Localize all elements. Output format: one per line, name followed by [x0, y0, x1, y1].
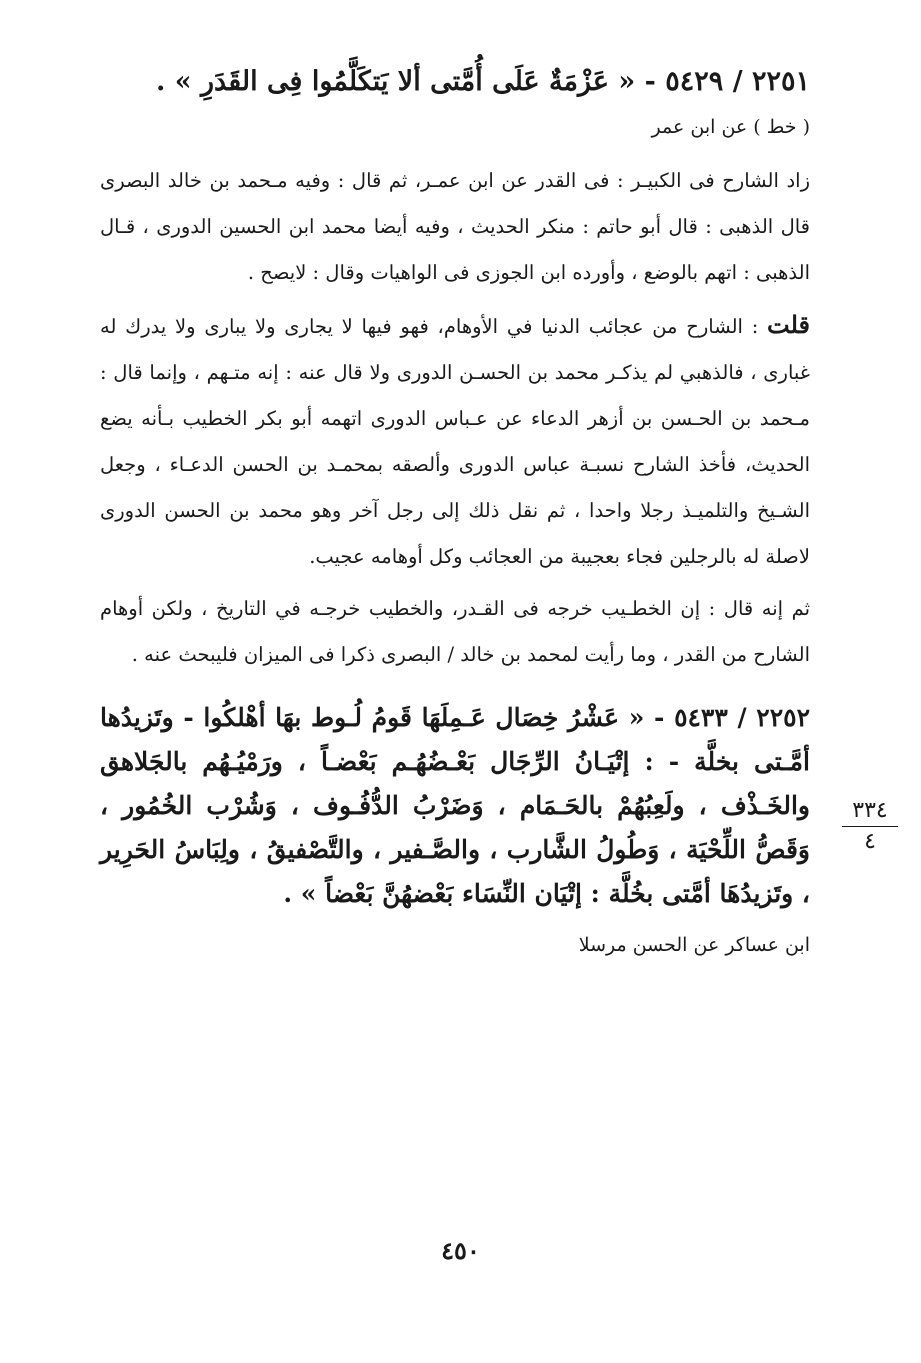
margin-reference	[842, 800, 898, 853]
qult-lead-word: قلت	[767, 310, 810, 339]
page-number: ٤٥٠	[441, 1236, 480, 1265]
hadith-2251: ٢٢٥١ / ٥٤٢٩ - « عَزْمَةٌ عَلَى أُمَّتى ألا يَتكَلَّمُوا فِى القَدَرِ » .	[155, 66, 810, 97]
commentary-paragraph-2	[100, 302, 810, 580]
commentary-paragraph-1: زاد الشارح فى الكبيـر : فى القدر عن ابن عمـر، ثم قال : وفيه مـحمد بن خالد البصرى قال الذهبى : قال أبو حاتم : منكر الحديث ، وفيه أيضا محمد ابن الحسين الدورى ، قـال الذهبى : اتهم بالوضع ، وأورده ابن الجوزى فى الواهيات وقال : لايصح .	[100, 169, 810, 284]
page-body	[100, 62, 810, 976]
commentary-paragraph-2-text: : الشارح من عجائب الدنيا في الأوهام، فهو فيها لا يجارى ولا يبارى ولا يدرك له غبارى ، فالذهبي لم يذكـر محمد بن الحسـن الدورى ولا قال عنه : إنه متـهم ، وإنما قال : مـحمد بن الحـسن بن أزهر الدعاء عن عـباس الدورى اتهمه أبو بكر الخطيب بـأنه يضع الحديث، فأخذ الشارح نسبـة عباس الدورى وألصقه بمحمـد بن الحسن الدعـاء ، وجعل الشـيخ والتلميـذ رجلا واحدا ، ثم نقل ذلك إلى رجل آخر وهو محمد بن الحسن الدورى لاصلة له بالرجلين فجاء بعجيبة من العجائب وكل أوهامه عجيب.	[100, 315, 810, 568]
margin-reference-part: ٤	[864, 829, 876, 854]
hadith-2252: ٢٢٥٢ / ٥٤٣٣ - « عَشْرُ خِصَال عَـمِلَهَا قَومُ لُـوط بهَا أهْلكُوا - وتَزيدُها أمَّـتى بخلَّة - : إتْيَـانُ الرِّجَال بَعْـضُهُـم بَعْضـاً ، ورَمْيُـهُم بالجَلاهق والخَـذْف ، ولَعِبُهُمْ بالحَـمَام ، وَضَرْبُ الدُّفُـوف ، وَشُرْب الخُمُور ، وَقَصُّ اللِّحْيَة ، وَطُولُ الشَّارب ، والصَّـفير ، والتَّصْفيقُ ، ولِبَاسُ الحَرِير ، وتَزيدُهَا أمَّتى بخُلَّة : إتْيَان النِّسَاء بَعْضهُنَّ بَعْضاً » .	[100, 703, 811, 908]
commentary-paragraph-3: ثم إنه قال : إن الخطـيب خرجه فى القـدر، والخطيب خرجـه في التاريخ ، ولكن أوهام الشارح من القدر ، وما رأيت لمحمد بن خالد / البصرى ذكرا فى الميزان فليبحث عنه .	[100, 597, 810, 666]
hadith-2252-source: ابن عساكر عن الحسن مرسلا	[578, 934, 810, 956]
hadith-2251-source: ( خط ) عن ابن عمر	[651, 116, 810, 138]
margin-reference-volume: ٣٣٤	[842, 800, 898, 827]
